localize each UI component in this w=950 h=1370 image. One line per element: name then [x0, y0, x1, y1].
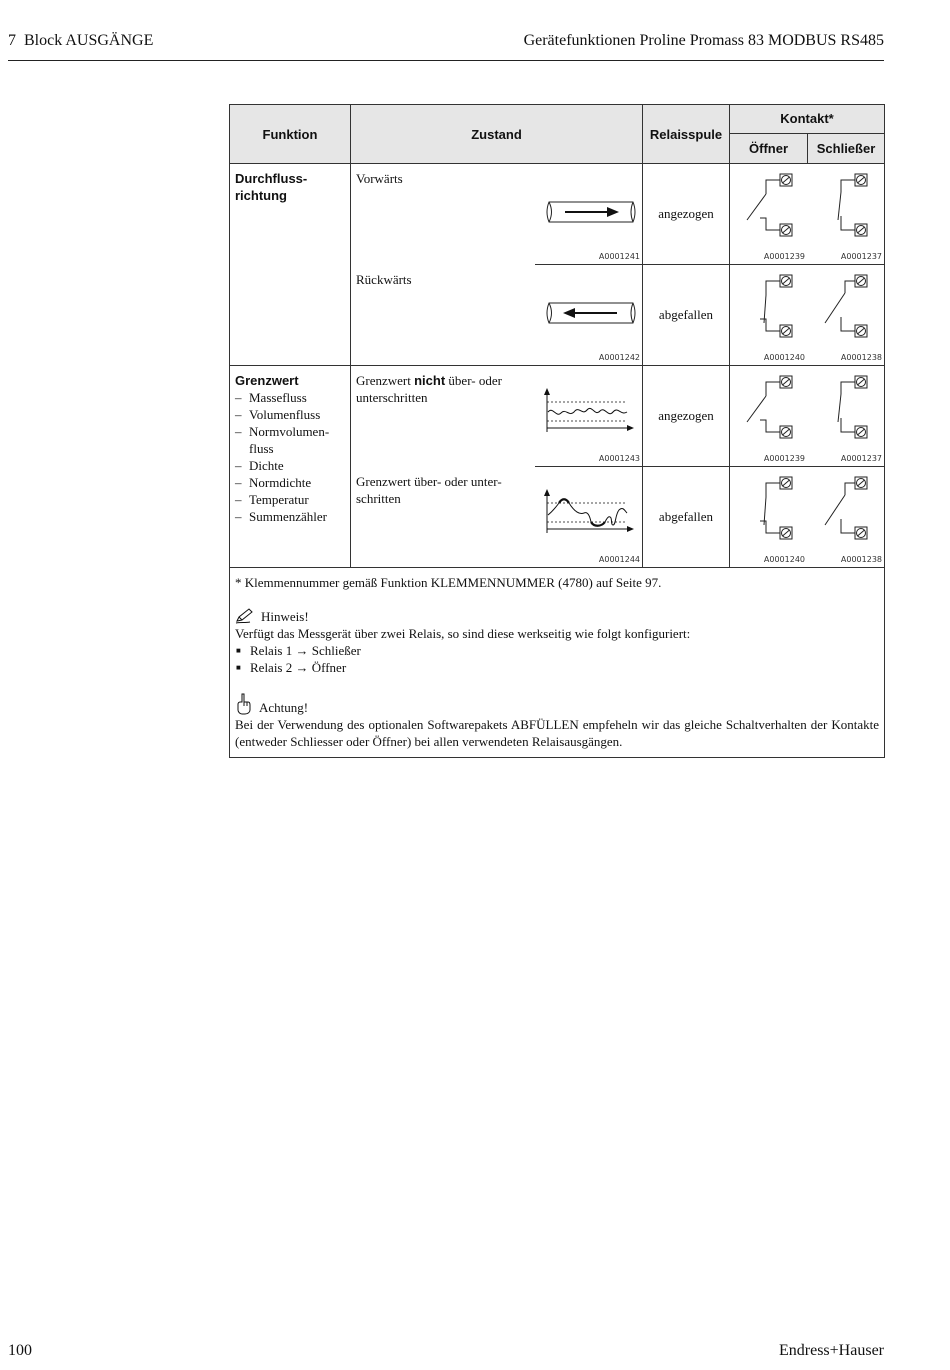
achtung-label: Achtung!: [259, 700, 309, 715]
contact-closed-nc-icon: [740, 374, 802, 448]
schliesser-contact: [807, 467, 884, 567]
header-zustand: Zustand: [351, 105, 643, 164]
contact-row: [730, 467, 884, 567]
footer-brand: Endress+Hauser: [779, 1342, 884, 1359]
footnote: * Klemmennummer gemäß Funktion KLEMMENNUMMER (4780) auf Seite 97.: [235, 575, 662, 590]
contact-code: A0001240: [763, 353, 805, 362]
list-item: – Normvolumen- fluss: [235, 423, 345, 457]
header-rule: [8, 60, 884, 61]
hinweis-heading: [235, 608, 879, 625]
state-text: Rückwärts: [356, 272, 412, 287]
table-notes-cell: [230, 568, 885, 758]
oeffner-contact: [730, 265, 807, 365]
list-item: – Summenzähler: [235, 508, 345, 525]
contact-code: A0001238: [840, 353, 882, 362]
coil-state: abgefallen: [658, 307, 714, 322]
header-funktion: Funktion: [230, 105, 351, 164]
contact-code: A0001237: [840, 252, 882, 261]
pencil-note-icon: [235, 608, 255, 624]
arrow-right-pipe-icon: [541, 182, 636, 242]
header-kontakt-label: Kontakt*: [730, 105, 884, 134]
function-list: [235, 389, 345, 525]
state-row: [356, 467, 642, 567]
contact-code: A0001239: [763, 252, 805, 261]
contact-open-nc-icon: [740, 475, 802, 549]
contact-code: A0001238: [840, 555, 882, 564]
limit-not-exceeded-icon: [541, 384, 636, 444]
hinweis-label: Hinweis!: [261, 609, 309, 624]
hinweis-list: [235, 642, 879, 676]
contact-open-nc-icon: [740, 273, 802, 347]
contact-closed-no-icon: [817, 172, 879, 246]
list-item: – Temperatur: [235, 491, 345, 508]
limit-exceeded-icon: [541, 485, 636, 545]
kontakt-cell: [730, 366, 885, 568]
state-text: Grenzwert über- oder unter- schritten: [356, 474, 502, 506]
zustand-cell: [351, 164, 643, 366]
achtung-text: Bei der Verwendung des optionalen Softwarepakets ABFÜLLEN empfeheln wir das gleiche Schaltverhalten der Kontakte (entweder Schliesser oder Öffner) bei allen verwendeten Relaisausgängen.: [235, 717, 879, 749]
schliesser-contact: [807, 164, 884, 264]
contact-open-no-icon: [817, 475, 879, 549]
hinweis-text: Verfügt das Messgerät über zwei Relais, so sind diese werkseitig wie folgt konfiguriert:: [235, 626, 691, 641]
header-relaisspule: Relaisspule: [643, 105, 730, 164]
schliesser-contact: [807, 366, 884, 466]
header-chapter: 7 Block AUSGÄNGE: [8, 32, 154, 49]
oeffner-contact: [730, 366, 807, 466]
header-oeffner: Öffner: [730, 134, 808, 163]
table-footer-row: [230, 568, 885, 758]
contact-row: [730, 366, 884, 467]
relaisspule-cell: [643, 366, 730, 568]
achtung-heading: [235, 693, 879, 716]
relay-table-wrapper: [229, 104, 884, 758]
state-row: [356, 366, 642, 467]
list-item: ■ Relais 2 → Öffner: [235, 659, 879, 676]
header-kontakt: [730, 105, 885, 164]
list-item: – Normdichte: [235, 474, 345, 491]
kontakt-cell: [730, 164, 885, 366]
function-title: Grenzwert: [235, 373, 299, 388]
state-text: Vorwärts: [356, 171, 403, 186]
coil-state: angezogen: [643, 366, 729, 467]
zustand-cell: [351, 366, 643, 568]
list-item: ■ Relais 1 → Schließer: [235, 642, 879, 659]
oeffner-contact: [730, 164, 807, 264]
image-code: A0001241: [598, 252, 640, 261]
table-header-row: [230, 105, 885, 164]
contact-row: [730, 265, 884, 365]
state-text: [356, 372, 516, 406]
hand-warning-icon: [235, 693, 253, 715]
relaisspule-cell: [643, 164, 730, 366]
state-text-part: über- oder unterschritten: [356, 373, 502, 405]
contact-code: A0001240: [763, 555, 805, 564]
contact-code: A0001239: [763, 454, 805, 463]
function-cell: [230, 366, 351, 568]
contact-closed-no-icon: [817, 374, 879, 448]
header-schliesser: Schließer: [816, 141, 876, 156]
list-item: – Dichte: [235, 457, 345, 474]
arrow-left-pipe-icon: [541, 283, 636, 343]
state-row: [356, 164, 642, 265]
oeffner-contact: [730, 467, 807, 567]
list-item: – Massefluss: [235, 389, 345, 406]
image-code: A0001243: [598, 454, 640, 463]
page-number: 100: [8, 1342, 32, 1359]
relay-table: [229, 104, 885, 758]
contact-closed-nc-icon: [740, 172, 802, 246]
group-durchflussrichtung: [230, 164, 885, 366]
header-title: Gerätefunktionen Proline Promass 83 MODBUS RS485: [523, 32, 884, 49]
image-code: A0001244: [598, 555, 640, 564]
group-grenzwert: [230, 366, 885, 568]
schliesser-contact: [807, 265, 884, 365]
contact-open-no-icon: [817, 273, 879, 347]
list-item: – Volumenfluss: [235, 406, 345, 423]
function-cell: [230, 164, 351, 366]
function-title: Durchfluss- richtung: [235, 171, 308, 203]
state-row: [356, 265, 642, 365]
state-text-part: Grenzwert: [356, 373, 415, 388]
contact-row: [730, 164, 884, 265]
coil-state: angezogen: [643, 164, 729, 265]
contact-code: A0001237: [840, 454, 882, 463]
image-code: A0001242: [598, 353, 640, 362]
coil-state: abgefallen: [658, 509, 714, 524]
state-text-bold: nicht: [414, 373, 446, 388]
